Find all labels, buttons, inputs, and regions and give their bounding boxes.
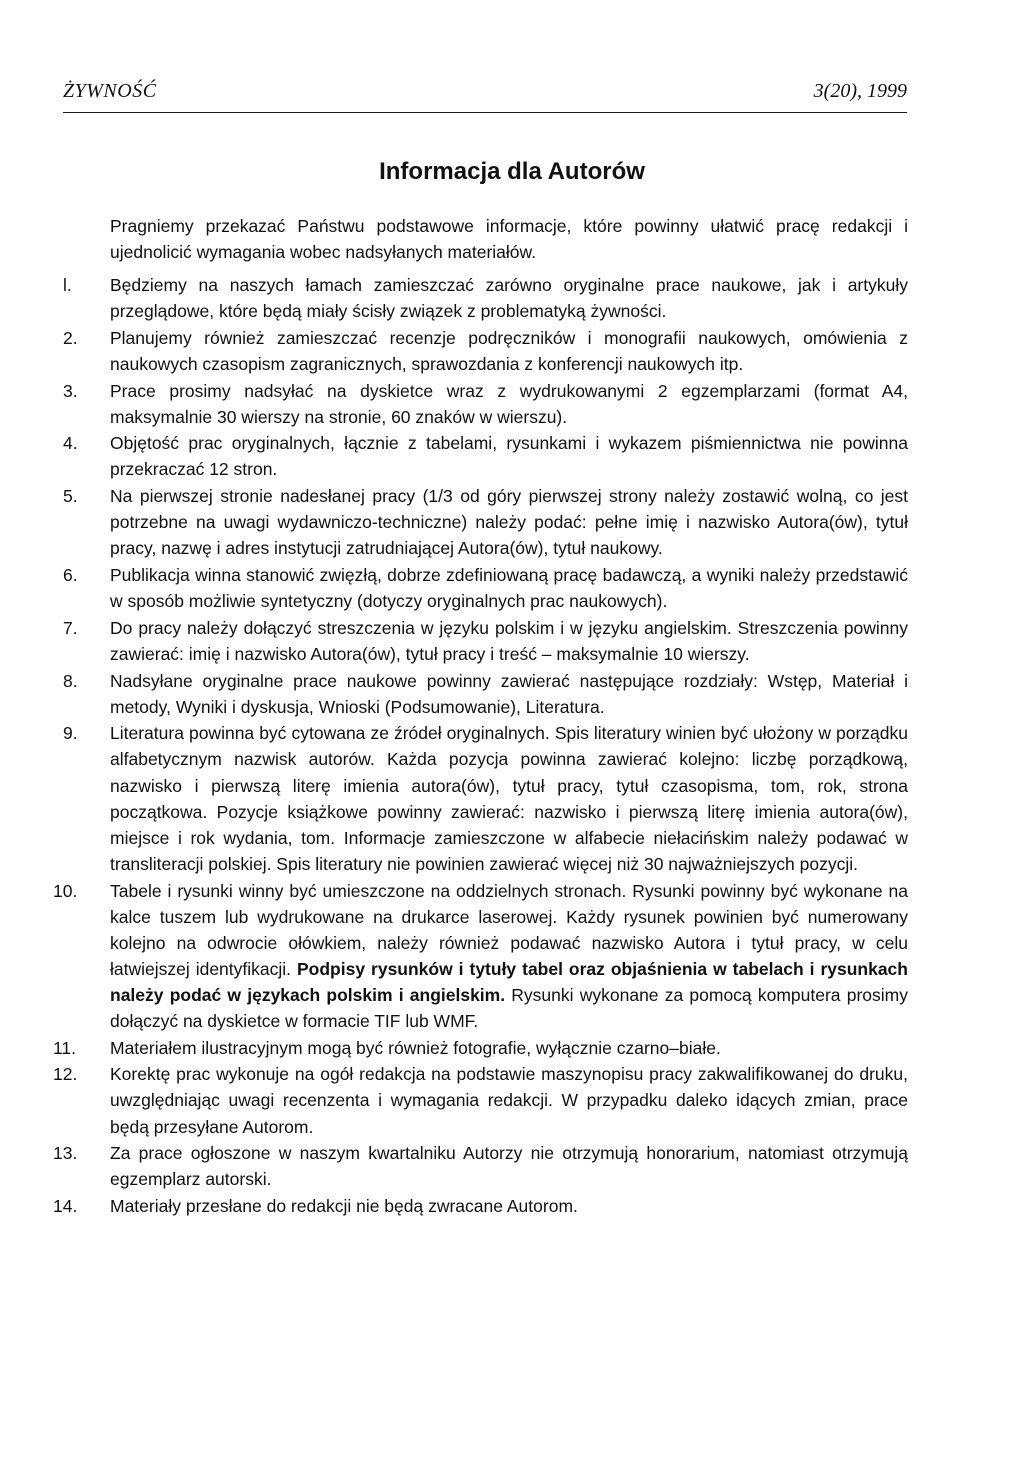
item-text: Planujemy również zamieszczać recenzje podręczników i monografii naukowych, omówienia z naukowych czasopism zagranicznych, sprawozdania z konferencji naukowych itp. bbox=[110, 327, 908, 374]
item-number: 10. bbox=[53, 880, 78, 901]
list-item bbox=[63, 562, 908, 614]
running-header bbox=[63, 76, 907, 113]
list-item bbox=[53, 878, 908, 1035]
item-text: Literatura powinna być cytowana ze źródeł oryginalnych. Spis literatury winien być ułożony w porządku alfabetycznym nazwisk autorów. Każda pozycja powinna zawierać kolejno: liczbę porządkową, nazwisko i pierwszą literę imienia autora(ów), tytuł pracy, tytuł czasopisma, tom, rok, strona początkowa. Pozycje książkowe powinny zawierać: nazwisko i pierwszą literę imienia autora(ów), miejsce i rok wydania, tom. Informacje zamieszczone w alfabecie niełacińskim należy podawać w transliteracji polskiej. Spis literatury nie powinien zawierać więcej niż 30 najważniejszych pozycji. bbox=[110, 723, 908, 874]
item-text: Materiały przesłane do redakcji nie będą zwracane Autorom. bbox=[110, 1196, 578, 1216]
item-number: 14. bbox=[53, 1196, 78, 1216]
intro-paragraph: Pragniemy przekazać Państwu podstawowe informacje, które powinny ułatwić pracę redakcji i ujednolicić wymagania wobec nadsyłanych materiałów. bbox=[110, 216, 908, 262]
list-item bbox=[63, 720, 908, 877]
item-text: Do pracy należy dołączyć streszczenia w języku polskim i w języku angielskim. Streszczenia powinny zawierać: imię i nazwisko Autora(ów), tytuł pracy i treść – maksymalnie 10 wierszy. bbox=[110, 617, 908, 664]
item-number: 13. bbox=[53, 1143, 78, 1164]
list-item bbox=[63, 378, 908, 430]
issue-number: 3(20), 1999 bbox=[813, 80, 907, 102]
item-text: Będziemy na naszych łamach zamieszczać zarówno oryginalne prace naukowe, jak i artykuły przeglądowe, które będą miały ścisły związek z problematyką żywności. bbox=[110, 275, 908, 322]
item-text: Materiałem ilustracyjnym mogą być również fotografie, wyłącznie czarno–białe. bbox=[110, 1037, 721, 1058]
item-text: Na pierwszej stronie nadesłanej pracy (1/3 od góry pierwszej strony należy zostawić wolną, co jest potrzebne na uwagi wydawniczo-techniczne) należy podać: pełne imię i nazwisko Autora(ów), tytuł pracy, nazwę i adres instytucji zatrudniającej Autora(ów), tytuł naukowy. bbox=[110, 486, 908, 559]
item-number: 3. bbox=[63, 380, 78, 401]
item-number: 11. bbox=[53, 1037, 77, 1058]
list-item bbox=[63, 615, 908, 667]
page-title: Informacja dla Autorów bbox=[379, 158, 645, 185]
item-number: 9. bbox=[63, 723, 78, 744]
item-number: 6. bbox=[63, 565, 78, 585]
item-number: 8. bbox=[63, 670, 78, 691]
list-item bbox=[63, 668, 908, 720]
item-text: Publikacja winna stanowić zwięzłą, dobrze zdefiniowaną pracę badawczą, a wyniki należy przedstawić w sposób możliwie syntetyczny (dotyczy oryginalnych prac naukowych). bbox=[110, 565, 908, 612]
item-number: 5. bbox=[63, 486, 78, 507]
item-text: Korektę prac wykonuje na ogół redakcja na podstawie maszynopisu pracy zakwalifikowanej do druku, uwzględniając uwagi recenzenta i wymagania redakcji. W przypadku daleko idących zmian, prace będą przesyłane Autorom. bbox=[110, 1064, 908, 1137]
item-number: 12. bbox=[53, 1064, 78, 1085]
item-text-bold: Podpisy rysunków i tytuły tabel oraz objaśnienia w tabelach i rysunkach należy podać w językach polskim i angielskim. bbox=[110, 958, 908, 1005]
item-text: Nadsyłane oryginalne prace naukowe powinny zawierać następujące rozdziały: Wstęp, Materiał i metody, Wyniki i dyskusja, Wnioski (Podsumowanie), Literatura. bbox=[110, 670, 908, 717]
guidelines-list bbox=[53, 272, 908, 1220]
item-number: 2. bbox=[63, 327, 78, 348]
item-number: 4. bbox=[63, 433, 78, 454]
list-item bbox=[53, 1193, 908, 1219]
list-item bbox=[63, 483, 908, 561]
list-item bbox=[53, 1140, 908, 1192]
list-item bbox=[53, 1061, 908, 1139]
list-item bbox=[63, 430, 908, 482]
item-text: Prace prosimy nadsyłać na dyskietce wraz z wydrukowanymi 2 egzemplarzami (format A4, maksymalnie 30 wierszy na stronie, 60 znaków w wierszu). bbox=[110, 380, 908, 427]
item-text-after: Rysunki wykonane za pomocą komputera prosimy dołączyć na dyskietce w formacie TIF lub WMF. bbox=[110, 984, 908, 1031]
list-item bbox=[63, 325, 908, 377]
item-text: Tabele i rysunki winny być umieszczone na oddzielnych stronach. Rysunki powinny być wykonane na kalce tuszem lub wydrukowane na drukarce laserowej. Każdy rysunek powinien być numerowany kolejno na odwrocie ołówkiem, należy również podawać nazwisko Autora i tytuł pracy, w celu łatwiejszej identyfikacji. bbox=[110, 880, 908, 979]
list-item bbox=[63, 272, 908, 324]
item-text: Za prace ogłoszone w naszym kwartalniku Autorzy nie otrzymują honorarium, natomiast otrzymują egzemplarz autorski. bbox=[110, 1143, 908, 1190]
item-text: Objętość prac oryginalnych, łącznie z tabelami, rysunkami i wykazem piśmiennictwa nie powinna przekraczać 12 stron. bbox=[110, 433, 908, 480]
journal-name: ŻYWNOŚĆ bbox=[63, 80, 157, 102]
item-number: l. bbox=[63, 275, 72, 295]
item-number: 7. bbox=[63, 617, 78, 638]
list-item bbox=[53, 1035, 908, 1061]
